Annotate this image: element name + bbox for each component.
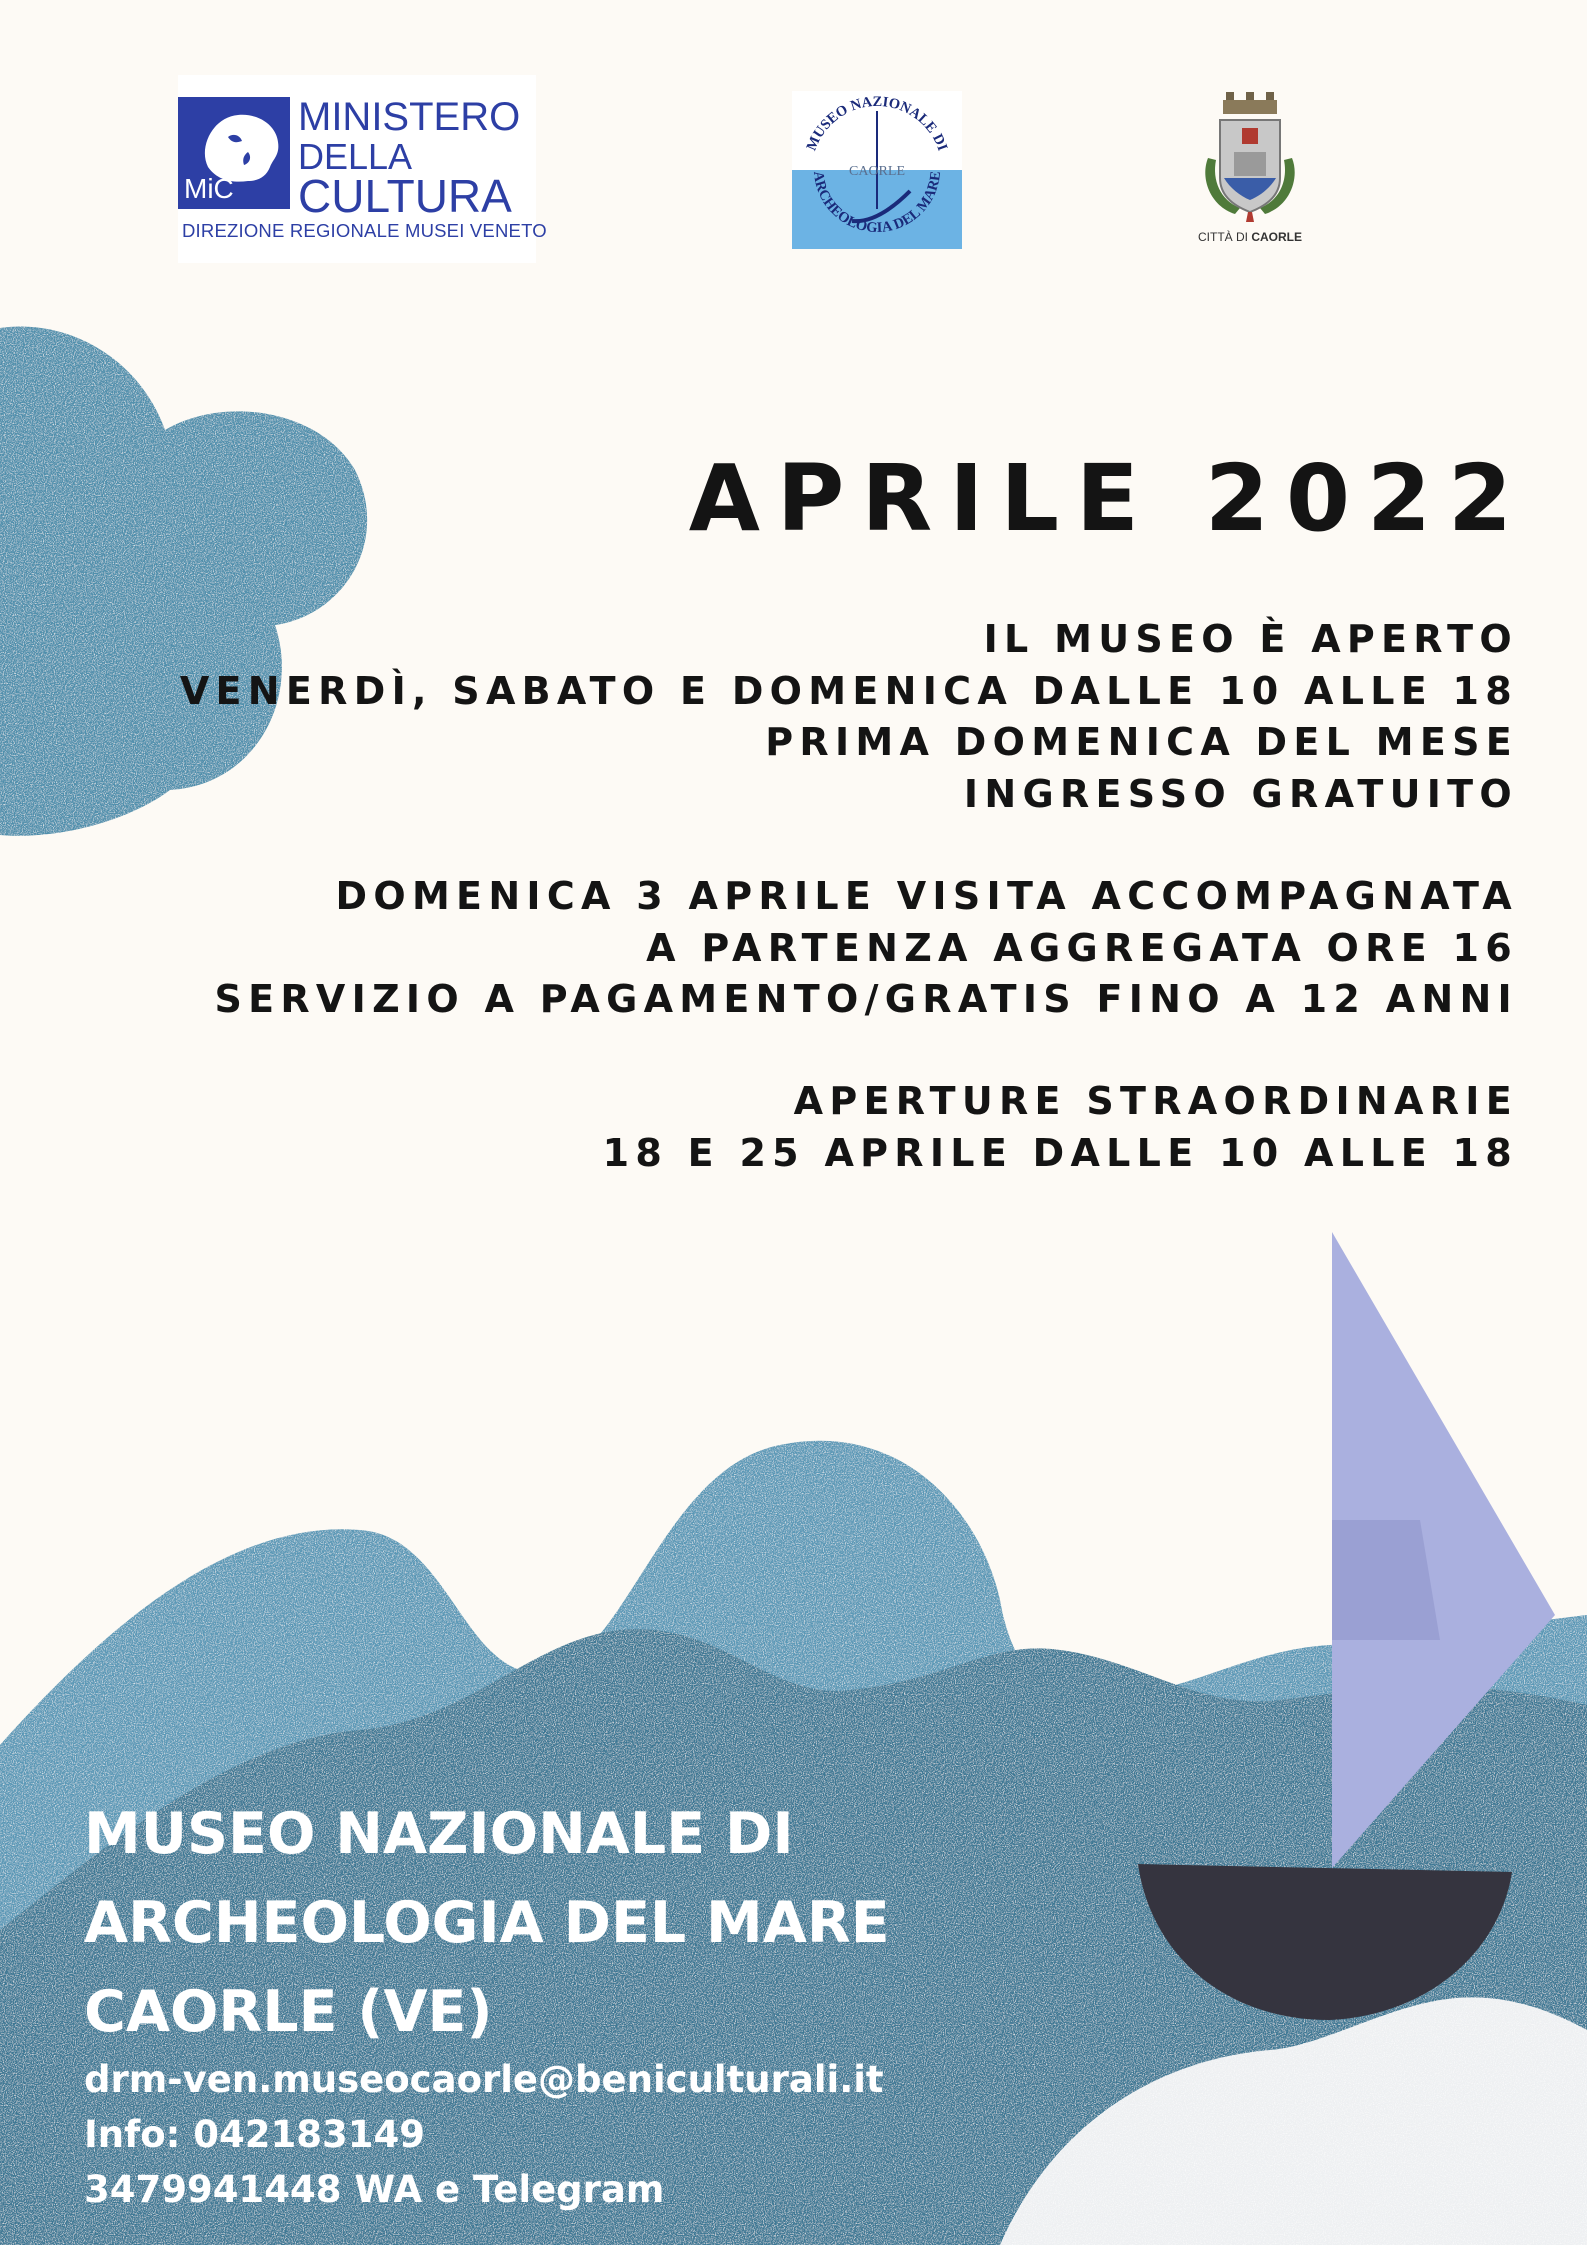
extraordinary-openings-block [603, 1076, 1518, 1179]
museum-logo-arc-top: MUSEO NAZIONALE DI [803, 93, 951, 154]
extraordinary-openings-line: 18 E 25 APRILE DALLE 10 ALLE 18 [602, 1130, 1518, 1175]
city-logo-prefix: CITTÀ DI [1197, 230, 1248, 244]
ministry-line-3: CULTURA [298, 170, 512, 222]
mic-emblem [178, 97, 290, 209]
ministry-line-1: MINISTERO [298, 95, 521, 139]
ministry-of-culture-logo [178, 75, 547, 263]
mic-badge-text: MiC [184, 173, 234, 204]
ministry-line-2: DELLA [298, 136, 413, 177]
month-headline: APRILE 2022 [688, 445, 1529, 552]
museum-name-block [84, 1790, 890, 2057]
museum-name-line: CAORLE (VE) [84, 1979, 493, 2045]
city-of-caorle-logo [1190, 88, 1310, 248]
guided-visit-line: DOMENICA 3 APRILE VISITA ACCOMPAGNATA [335, 874, 1518, 918]
museum-name-line: ARCHEOLOGIA DEL MARE [84, 1890, 890, 1956]
extraordinary-openings-line: APERTURE STRAORDINARIE [793, 1079, 1518, 1123]
opening-hours-line: IL MUSEO È APERTO [983, 617, 1518, 661]
museum-logo [792, 91, 962, 249]
museum-name-line: MUSEO NAZIONALE DI [84, 1801, 794, 1867]
contact-phone: Info: 042183149 [84, 2113, 426, 2156]
guided-visit-line: SERVIZIO A PAGAMENTO/GRATIS FINO A 12 ANNI [214, 977, 1518, 1021]
guided-visit-line: A PARTENZA AGGREGATA ORE 16 [646, 925, 1518, 970]
museum-logo-middle: CAORLE [849, 164, 905, 179]
opening-hours-block [180, 614, 1518, 820]
contact-email: drm-ven.museocaorle@beniculturali.it [84, 2058, 884, 2101]
guided-visit-block [214, 871, 1518, 1026]
city-logo-name: CAORLE [1251, 230, 1302, 244]
opening-hours-line: VENERDÌ, SABATO E DOMENICA DALLE 10 ALLE 18 [179, 668, 1518, 713]
opening-hours-line: INGRESSO GRATUITO [963, 771, 1518, 816]
city-logo-caption [1190, 230, 1310, 244]
city-coat-of-arms-icon [1190, 88, 1310, 228]
museum-emblem-icon [792, 91, 962, 249]
contacts-block [84, 2052, 884, 2217]
contact-whatsapp: 3479941448 WA e Telegram [84, 2168, 665, 2211]
ministry-subtitle: DIREZIONE REGIONALE MUSEI VENETO [182, 220, 547, 241]
museum-logo-arc-bottom: ARCHEOLOGIA DEL MARE [809, 170, 945, 237]
opening-hours-line: PRIMA DOMENICA DEL MESE [765, 720, 1518, 764]
